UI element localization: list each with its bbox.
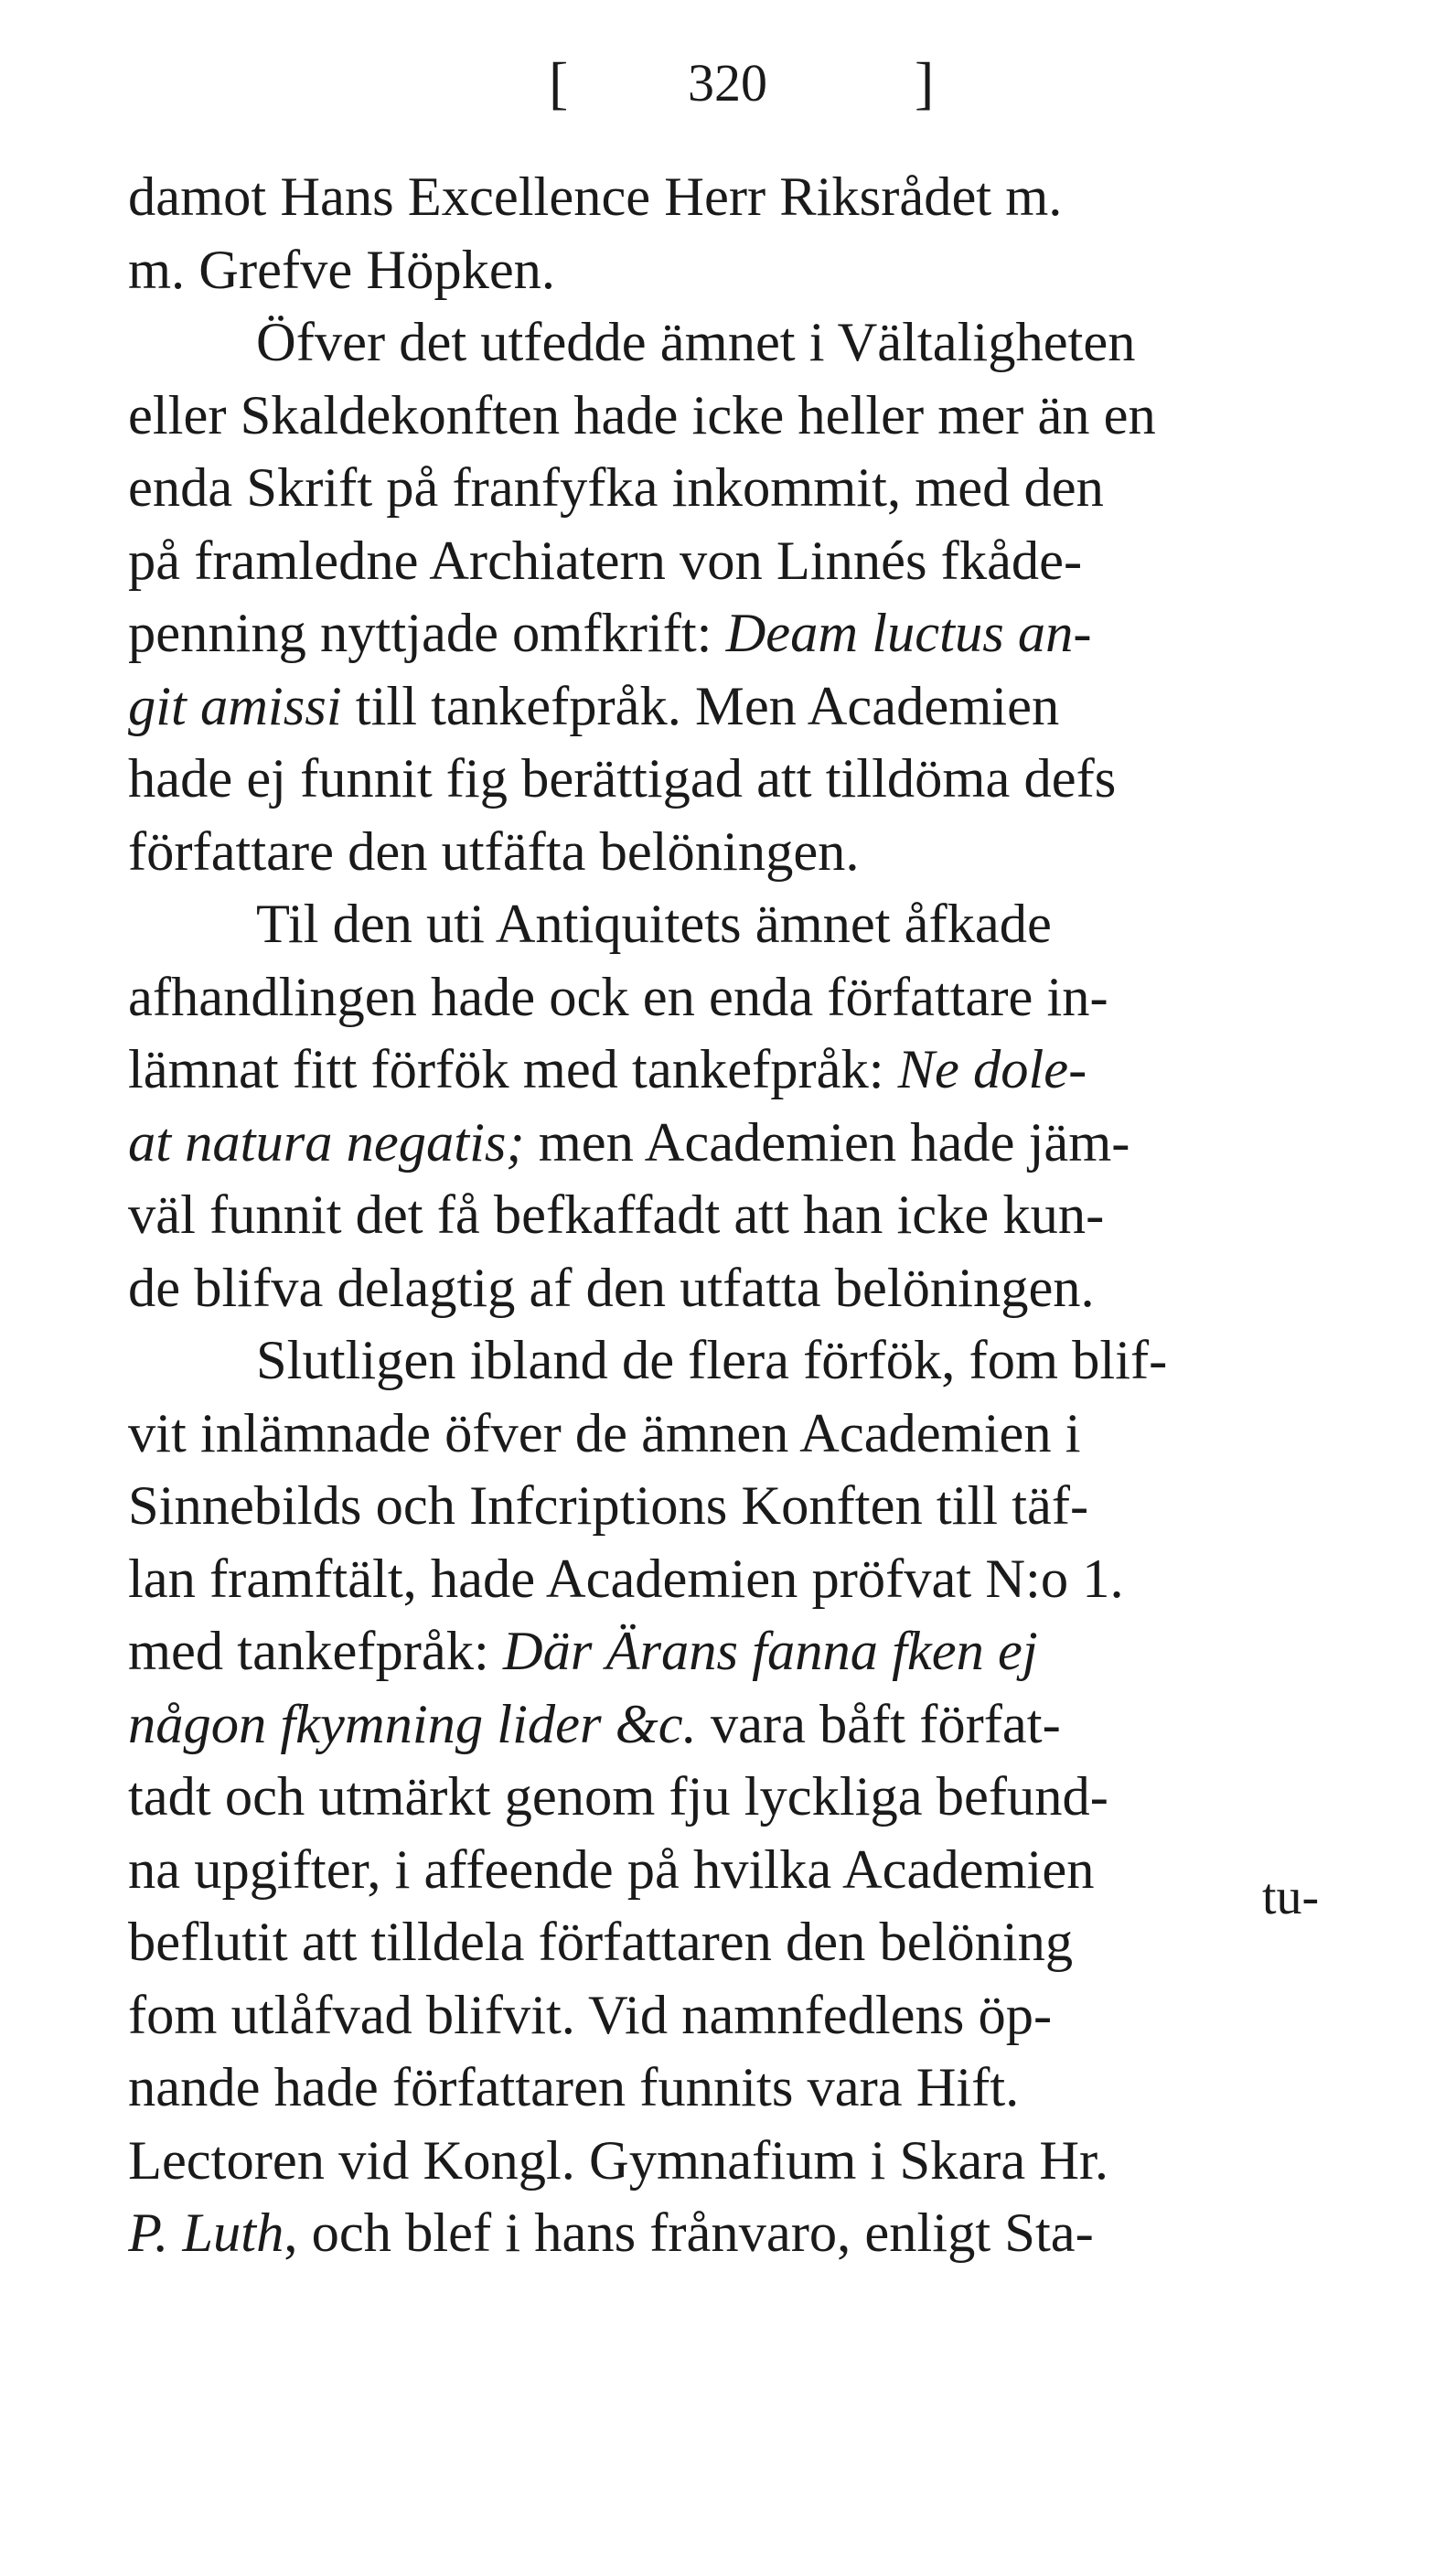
text-line: enda Skrift på franfyfka inkommit, med den [128, 457, 1104, 519]
text-line: tadt och utmärkt genom fju lyckliga befund- [128, 1766, 1108, 1827]
text-line: Til den uti Antiquitets ämnet åfkade [256, 894, 1052, 955]
text-line: P. Luth, och blef i hans frånvaro, enligt Sta- [128, 2202, 1094, 2264]
text-line: hade ej funnit fig berättigad att tilldöma defs [128, 748, 1117, 809]
page-number: 320 [688, 53, 767, 113]
text-line: afhandlingen hade ock en enda författare in- [128, 966, 1108, 1028]
text-line: lämnat fitt förfök med tankefpråk: Ne dole- [128, 1039, 1087, 1100]
latin-motto: at natura negatis; [128, 1111, 525, 1173]
text-line: na upgifter, i affeende på hvilka Academien [128, 1838, 1095, 1901]
text-line: de blifva delagtig af den utfatta belöningen. [128, 1257, 1095, 1319]
text-line: penning nyttjade omfkrift: Deam luctus an- [128, 603, 1092, 664]
latin-motto: Ne dole- [897, 1039, 1087, 1100]
text-line: någon fkymning lider &c. vara båft förfat- [128, 1693, 1061, 1755]
text-line: m. Grefve Höpken. [128, 239, 556, 301]
catchword: tu- [1262, 1869, 1320, 1925]
text-line: vit inlämnade öfver de ämnen Academien i [128, 1402, 1081, 1464]
text-line: damot Hans Excellence Herr Riksrådet m. [128, 166, 1063, 228]
swedish-motto: någon fkymning lider &c. [128, 1693, 697, 1755]
header-bracket-left: [ [549, 50, 569, 115]
latin-motto: git amissi [128, 675, 342, 737]
text-line: författare den utfäfta belöningen. [128, 820, 860, 883]
page-header [0, 42, 1456, 124]
text-line: på framledne Archiatern von Linnés fkåde- [128, 530, 1083, 592]
text-line: Öfver det utfedde ämnet i Vältaligheten [256, 312, 1136, 373]
body-text [128, 161, 1363, 2270]
text-line: fom utlåfvad blifvit. Vid namnfedlens öp- [128, 1984, 1053, 2046]
text-line: Sinnebilds och Infcriptions Konften till täf- [128, 1475, 1089, 1537]
text-line: Lectoren vid Kongl. Gymnafium i Skara Hr. [128, 2129, 1108, 2192]
text-line: beflutit att tilldela författaren den belöning [128, 1912, 1074, 1973]
swedish-motto: Där Ärans fanna fken ej [502, 1621, 1038, 1682]
text-line: med tankefpråk: Där Ärans fanna fken ej [128, 1621, 1038, 1682]
text-line: Slutligen ibland de flera förfök, fom blif- [256, 1330, 1168, 1391]
header-bracket-right: ] [915, 50, 935, 115]
text-line: väl funnit det få befkaffadt att han icke kun- [128, 1184, 1105, 1246]
text-line: at natura negatis; men Academien hade jäm- [128, 1111, 1130, 1173]
author-name: P. Luth [128, 2202, 284, 2264]
latin-motto: Deam luctus an- [725, 603, 1092, 664]
text-line: lan framftält, hade Academien pröfvat N:o 1. [128, 1548, 1124, 1610]
text-line: eller Skaldekonften hade icke heller mer än en [128, 384, 1156, 446]
text-line: nande hade författaren funnits vara Hift. [128, 2057, 1020, 2118]
text-line: git amissi till tankefpråk. Men Academien [128, 675, 1060, 737]
